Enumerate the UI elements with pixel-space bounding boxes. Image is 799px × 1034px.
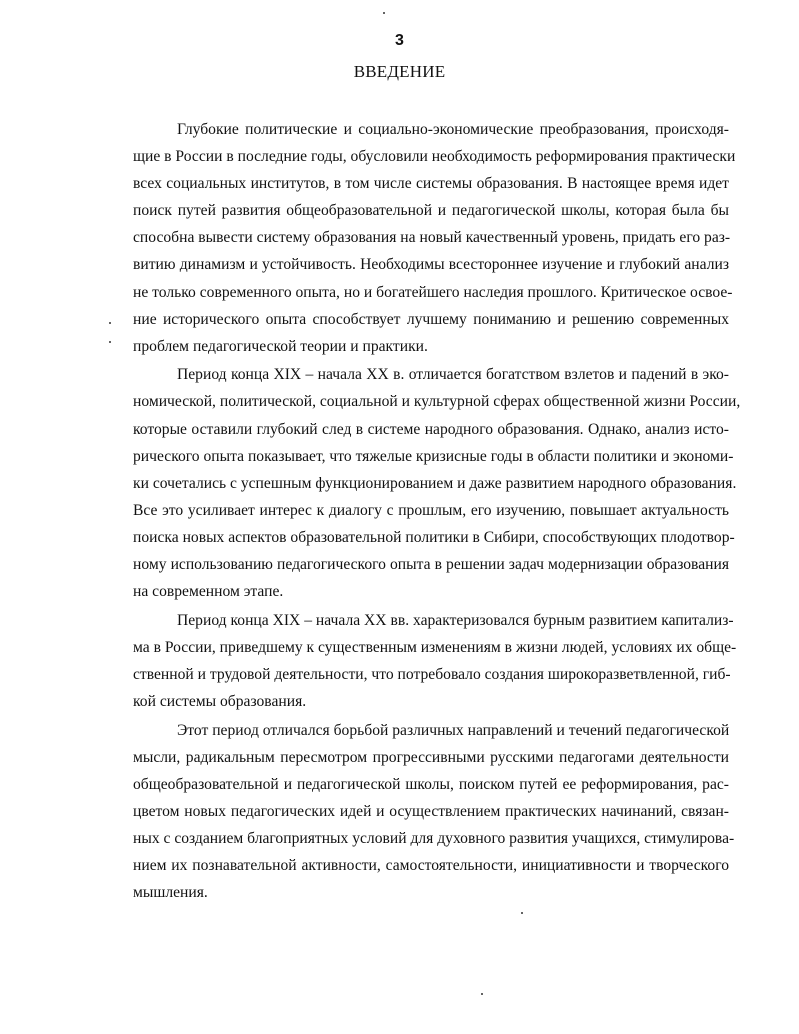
paragraph xyxy=(133,116,736,360)
page-number: 3 xyxy=(395,32,404,49)
scan-speck xyxy=(481,993,483,995)
text-line: Глубокие политические и социально-экономические преобразования, происходя- xyxy=(177,121,729,138)
text-line: способна вывести систему образования на новый качественный уровень, придать его раз- xyxy=(133,229,731,247)
text-line: номической, политической, социальной и культурной сферах общественной жизни России, xyxy=(133,393,741,411)
body-text xyxy=(133,116,741,906)
paragraph xyxy=(133,361,741,605)
text-line: ма в России, приведшему к существенным изменениям в жизни людей, условиях их обще- xyxy=(133,638,737,656)
paragraph xyxy=(133,717,735,907)
text-line: поиск путей развития общеобразовательной и педагогической школы, которая была бы xyxy=(133,202,729,220)
text-line: всех социальных институтов, в том числе системы образования. В настоящее время идет xyxy=(133,175,729,193)
text-line: щие в России в последние годы, обусловили необходимость реформирования практически xyxy=(133,148,736,166)
page-title: ВВЕДЕНИЕ xyxy=(353,62,446,81)
text-line: ному использованию педагогического опыта в решении задач модернизации образования xyxy=(133,556,729,573)
text-line: которые оставили глубокий след в системе народного образования. Однако, анализ исто- xyxy=(133,420,729,438)
text-line: на современном этапе. xyxy=(133,583,284,601)
text-line: Все это усиливает интерес к диалогу с прошлым, его изучению, повышает актуальность xyxy=(133,501,729,519)
text-line: нием их познавательной активности, самостоятельности, инициативности и творческого xyxy=(133,857,729,875)
text-line: ственной и трудовой деятельности, что потребовало создания широкоразветвленной, гиб- xyxy=(133,665,731,683)
text-line: цветом новых педагогических идей и осуществлением практических начинаний, связан- xyxy=(133,802,729,820)
text-line: Период конца XIX – начала XX вв. характеризовался бурным развитием капитализ- xyxy=(177,611,734,629)
text-line: поиска новых аспектов образовательной политики в Сибири, способствующих плодотвор- xyxy=(133,528,735,546)
text-line: ных с созданием благоприятных условий для духовного развития учащихся, стимулирова- xyxy=(133,829,735,847)
scan-speck xyxy=(109,341,111,343)
paragraph xyxy=(133,607,737,715)
text-line: общеобразовательной и педагогической школы, поиском путей ее реформирования, рас- xyxy=(133,775,729,793)
scan-speck xyxy=(521,912,523,914)
text-line: проблем педагогической теории и практики. xyxy=(133,337,428,355)
text-line: Этот период отличался борьбой различных направлений и течений педагогической xyxy=(177,721,730,739)
text-line: Период конца XIX – начала XX в. отличается богатством взлетов и падений в эко- xyxy=(177,366,729,384)
text-line: мышления. xyxy=(133,884,208,902)
scan-speck xyxy=(383,12,385,14)
text-line: ние исторического опыта способствует лучшему пониманию и решению современных xyxy=(133,310,729,328)
text-line: мысли, радикальным пересмотром прогрессивными русскими педагогами деятельности xyxy=(133,748,729,766)
text-line: рического опыта показывает, что тяжелые кризисные годы в области политики и экономи- xyxy=(133,447,734,465)
scan-speck xyxy=(109,322,111,324)
text-line: кой системы образования. xyxy=(133,692,307,710)
text-line: витию динамизм и устойчивость. Необходимы всестороннее изучение и глубокий анализ xyxy=(133,256,729,274)
text-line: ки сочетались с успешным функционированием и даже развитием народного образования. xyxy=(133,474,737,492)
text-line: не только современного опыта, но и богатейшего наследия прошлого. Критическое освое- xyxy=(133,283,733,301)
